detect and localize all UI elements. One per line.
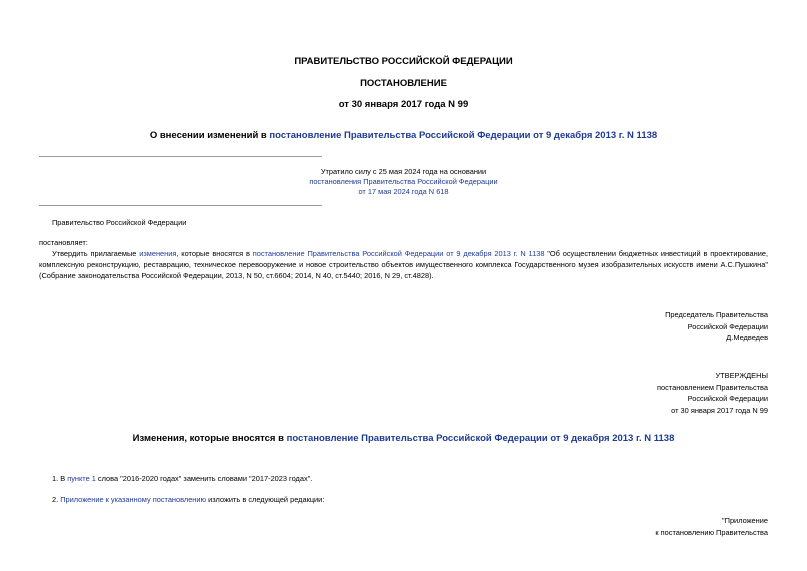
item-1-prefix: 1. В bbox=[52, 474, 68, 483]
status-note bbox=[0, 167, 807, 197]
appendix-heading: "Приложение bbox=[722, 516, 768, 525]
document-title-prefix: О внесении изменений в bbox=[149, 130, 270, 141]
item-1-link[interactable]: пункте 1 bbox=[67, 474, 96, 483]
approval-heading: УТВЕРЖДЕНЫ bbox=[715, 371, 768, 380]
main-paragraph-part3: "Об осуществлении бюджетных инвестиций в проектирование, комплексную реконструкцию, реставрацию, техническое перевооружение и новое строительство объектов имущественного комплекса Государственного музея изобразительных искусств имени А.С.Пушкина" (Собрание законодательства Российской Федерации, 2013, N 50, ст.6604; 2014, N 40, ст.5440; 2016, N 29, ст.4828). bbox=[39, 249, 769, 281]
item-2-link[interactable]: Приложение к указанному постановлению bbox=[60, 495, 207, 504]
item-1-text: слова "2016-2020 годах" заменить словами "2017-2023 годах". bbox=[95, 474, 313, 483]
approval-block bbox=[657, 370, 768, 416]
appendix-line: к постановлению Правительства bbox=[655, 527, 768, 537]
main-paragraph-part2: , которые вносятся в bbox=[176, 249, 253, 258]
approval-line: постановлением Правительства bbox=[657, 382, 768, 392]
resolves-text: постановляет: bbox=[39, 238, 88, 247]
status-note-line: Утратило силу с 25 мая 2024 года на основании bbox=[320, 167, 487, 176]
changes-title-prefix: Изменения, которые вносятся в bbox=[132, 433, 287, 444]
document-type: ПОСТАНОВЛЕНИЕ bbox=[360, 78, 447, 89]
signature-block bbox=[665, 309, 768, 344]
signature-org: Российской Федерации bbox=[687, 321, 768, 331]
approval-line: Российской Федерации bbox=[687, 394, 768, 403]
document-title bbox=[0, 130, 807, 141]
intro-text: Правительство Российской Федерации bbox=[52, 218, 187, 227]
signature-title: Председатель Правительства bbox=[665, 310, 768, 319]
divider-top bbox=[39, 156, 322, 157]
main-paragraph-part1: Утвердить прилагаемые bbox=[52, 249, 140, 258]
repealing-resolution-link[interactable]: постановления Правительства Российской Федерации bbox=[309, 177, 498, 186]
item-2 bbox=[39, 494, 768, 505]
item-2-prefix: 2. bbox=[52, 495, 61, 504]
item-2-text: изложить в следующей редакции: bbox=[206, 495, 325, 504]
approval-line: от 30 января 2017 года N 99 bbox=[671, 405, 768, 415]
changes-link[interactable]: изменения bbox=[139, 249, 177, 258]
changes-title bbox=[0, 433, 807, 444]
document-date-number: от 30 января 2017 года N 99 bbox=[338, 99, 469, 110]
government-heading: ПРАВИТЕЛЬСТВО РОССИЙСКОЙ ФЕДЕРАЦИИ bbox=[294, 56, 513, 67]
item-1 bbox=[39, 473, 768, 484]
amended-resolution-link[interactable]: постановление Правительства Российской Федерации от 9 декабря 2013 г. N 1138 bbox=[269, 130, 658, 141]
appendix-block bbox=[655, 515, 768, 538]
divider-bottom bbox=[39, 205, 322, 206]
main-paragraph bbox=[39, 248, 768, 282]
repealing-resolution-date-link[interactable]: от 17 мая 2024 года N 618 bbox=[358, 187, 449, 196]
signature-name: Д.Медведев bbox=[726, 333, 768, 342]
changes-resolution-link[interactable]: постановление Правительства Российской Федерации от 9 декабря 2013 г. N 1138 bbox=[286, 433, 675, 444]
resolution-1138-link[interactable]: постановление Правительства Российской Федерации от 9 декабря 2013 г. N 1138 bbox=[252, 249, 545, 258]
